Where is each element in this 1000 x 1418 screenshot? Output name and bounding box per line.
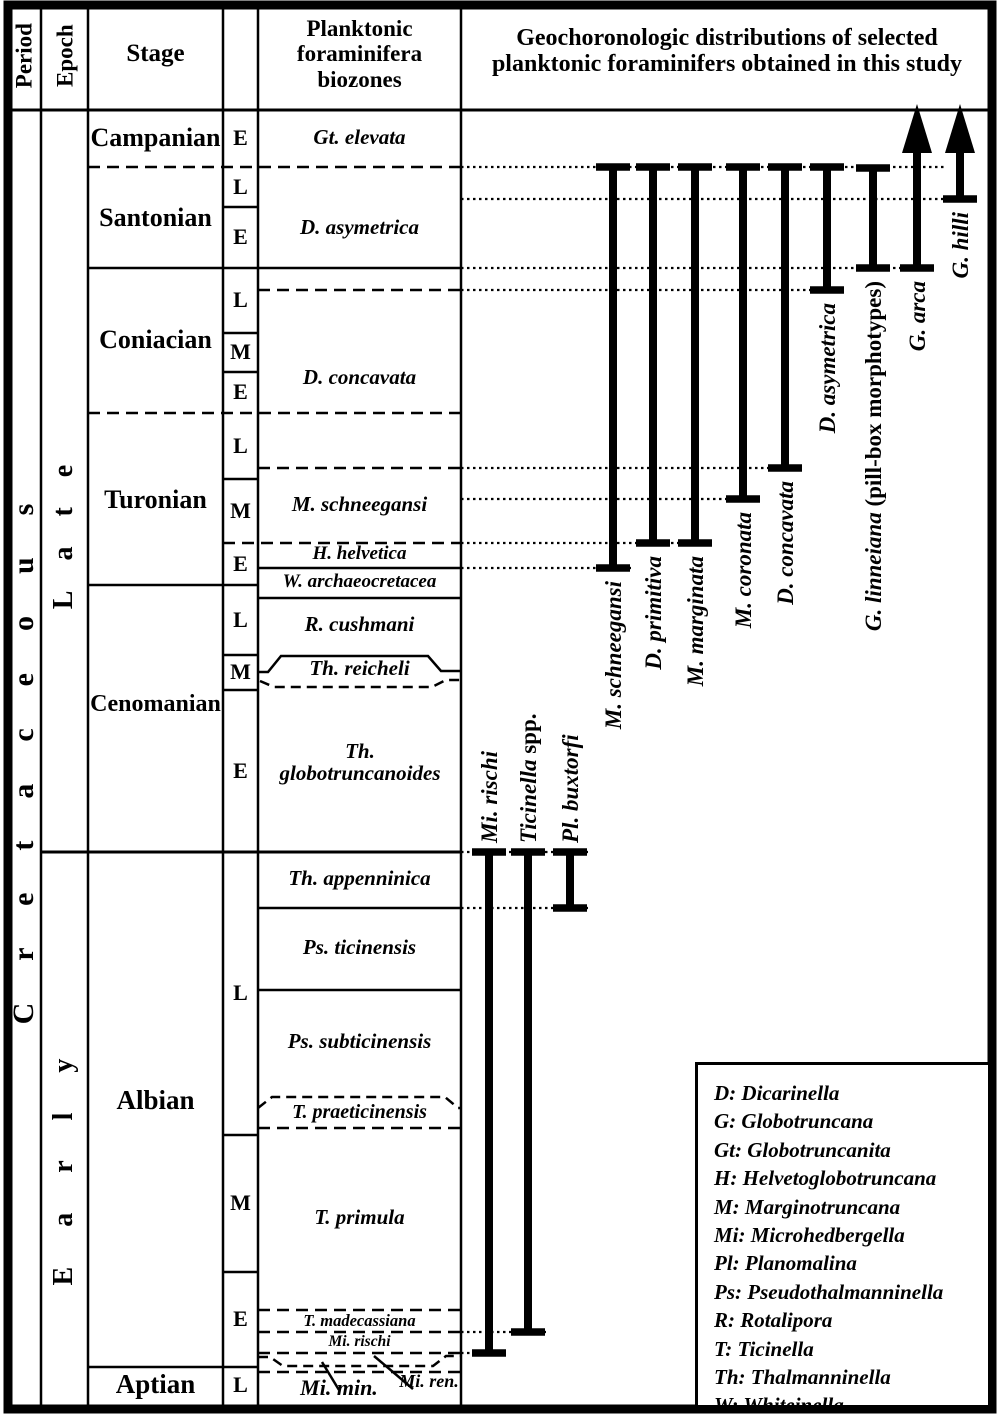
range-bar-pl-buxtorfi [553, 734, 587, 908]
substage-letter: L [233, 1372, 248, 1397]
substage-letter: E [233, 125, 248, 150]
taxon-label: Pl. buxtorfi [558, 734, 583, 843]
biozone-d-asymetrica: D. asymetrica [300, 215, 419, 239]
stage-aptian: Aptian [115, 1369, 196, 1399]
range-bar-d-asymetrica [810, 167, 844, 434]
taxon-label: D. primitiva [641, 556, 666, 670]
biozone-mi-rischi: Mi. rischi [328, 1333, 391, 1350]
substage-letter: E [233, 551, 248, 576]
legend-item: Ps: Pseudothalmanninella [714, 1279, 944, 1304]
range-bar-mi-rischi [472, 750, 506, 1353]
range-bar-g-hilli [943, 104, 977, 278]
legend-item: Pl: Planomalina [714, 1251, 857, 1276]
stage-turonian: Turonian [104, 485, 207, 514]
substage-letter: E [233, 758, 248, 783]
taxon-label: M. schneegansi [601, 581, 626, 730]
stage-column-header: Stage [126, 40, 185, 67]
stage-cenomanian: Cenomanian [90, 691, 221, 717]
epoch-label-late: Late [48, 434, 79, 610]
legend-item: D: Dicarinella [714, 1081, 840, 1105]
legend-item: T: Ticinella [714, 1336, 814, 1361]
substage-letter: L [233, 980, 248, 1005]
legend-item: H: Helvetoglobotruncana [714, 1166, 937, 1191]
taxon-label: D. asymetrica [815, 303, 840, 434]
range-bar-m-marginata [678, 167, 712, 687]
range-bar-g-arca [900, 104, 934, 351]
chart-title: Geochoronologic distributions of selected planktonic foraminifers obtained in this study [491, 25, 963, 78]
legend-item: W: Whiteinella [714, 1393, 844, 1418]
biozone-h-helvetica: H. helvetica [312, 543, 407, 564]
taxon-label: Mi. rischi [477, 750, 502, 843]
taxon-label: M. coronata [731, 512, 756, 629]
epoch-column-header: Epoch [52, 24, 78, 87]
biozone-t-primula: T. primula [314, 1205, 405, 1229]
range-bar-m-coronata [726, 167, 760, 629]
substage-letter: L [233, 433, 248, 458]
substage-letter: E [233, 224, 248, 249]
legend-item: Gt: Globotruncanita [714, 1137, 891, 1162]
substage-letter: L [233, 174, 248, 199]
period-label-cretaceous: Cretaceous [7, 461, 40, 1025]
biozone-m-schneegansi: M. schneegansi [291, 492, 428, 516]
genus-abbreviation-legend [695, 1062, 991, 1418]
range-bar-g-linneiana [856, 168, 890, 631]
taxon-label: G. arca [905, 281, 930, 352]
stage-coniacian: Coniacian [99, 325, 212, 354]
stage-albian: Albian [116, 1085, 195, 1115]
biozone-d-concavata: D. concavata [302, 365, 417, 389]
taxon-label: D. concavata [773, 481, 798, 605]
range-bar-d-concavata [768, 167, 802, 606]
legend-item: Mi: Microhedbergella [714, 1223, 905, 1248]
biozone-w-archaeocretacea: W. archaeocretacea [282, 571, 437, 592]
biozone-r-cushmani: R. cushmani [304, 612, 415, 636]
biozone-t-madecassiana: T. madecassiana [303, 1311, 416, 1330]
range-bar-m-schneegansi [596, 167, 630, 730]
biozone-mi-min: Mi. min. [300, 1375, 378, 1400]
biozone-t-praeticinensis: T. praeticinensis [292, 1101, 427, 1123]
stage-santonian: Santonian [99, 203, 212, 232]
substage-letter: E [233, 1306, 248, 1331]
biozone-column-header: Planktonic foraminifera biozones [296, 16, 423, 92]
biozone-ps-subticinensis: Ps. subticinensis [287, 1029, 432, 1053]
range-bar-d-primitiva [636, 167, 670, 671]
taxon-label: G. linneiana (pill-box morphotypes) [861, 281, 886, 632]
biozone-gt-elevata: Gt. elevata [313, 125, 406, 149]
aptian-banner-top [258, 1356, 461, 1366]
substage-letter: E [233, 379, 248, 404]
biozone-th-reicheli: Th. reicheli [309, 656, 410, 680]
taxon-label: Ticinella spp. [516, 713, 541, 843]
substage-letter: M [230, 498, 251, 523]
substage-letter: L [233, 607, 248, 632]
legend-item: Th: Thalmanninella [714, 1365, 891, 1390]
stage-campanian: Campanian [90, 123, 221, 152]
biozone-th-globotruncanoides: Th. globotruncanoides [279, 739, 441, 786]
taxon-label: G. hilli [948, 212, 973, 279]
epoch-label-early: Early [48, 1018, 79, 1286]
legend-item: G: Globotruncana [714, 1109, 874, 1134]
substage-letter: M [230, 339, 251, 364]
biozone-th-appenninica: Th. appenninica [288, 866, 431, 890]
substage-letter: M [230, 1190, 251, 1215]
range-bar-ticinella [511, 713, 545, 1332]
legend-item: R: Rotalipora [714, 1308, 833, 1333]
biozone-mi-ren: Mi. ren. [399, 1371, 459, 1391]
taxon-label: M. marginata [683, 556, 708, 687]
biozone-ps-ticinensis: Ps. ticinensis [302, 935, 417, 959]
period-column-header: Period [11, 23, 37, 89]
substage-letter: M [230, 659, 251, 684]
th-reicheli-banner-bottom [260, 680, 461, 687]
legend-item: M: Marginotruncana [714, 1194, 901, 1219]
substage-letter: L [233, 287, 248, 312]
